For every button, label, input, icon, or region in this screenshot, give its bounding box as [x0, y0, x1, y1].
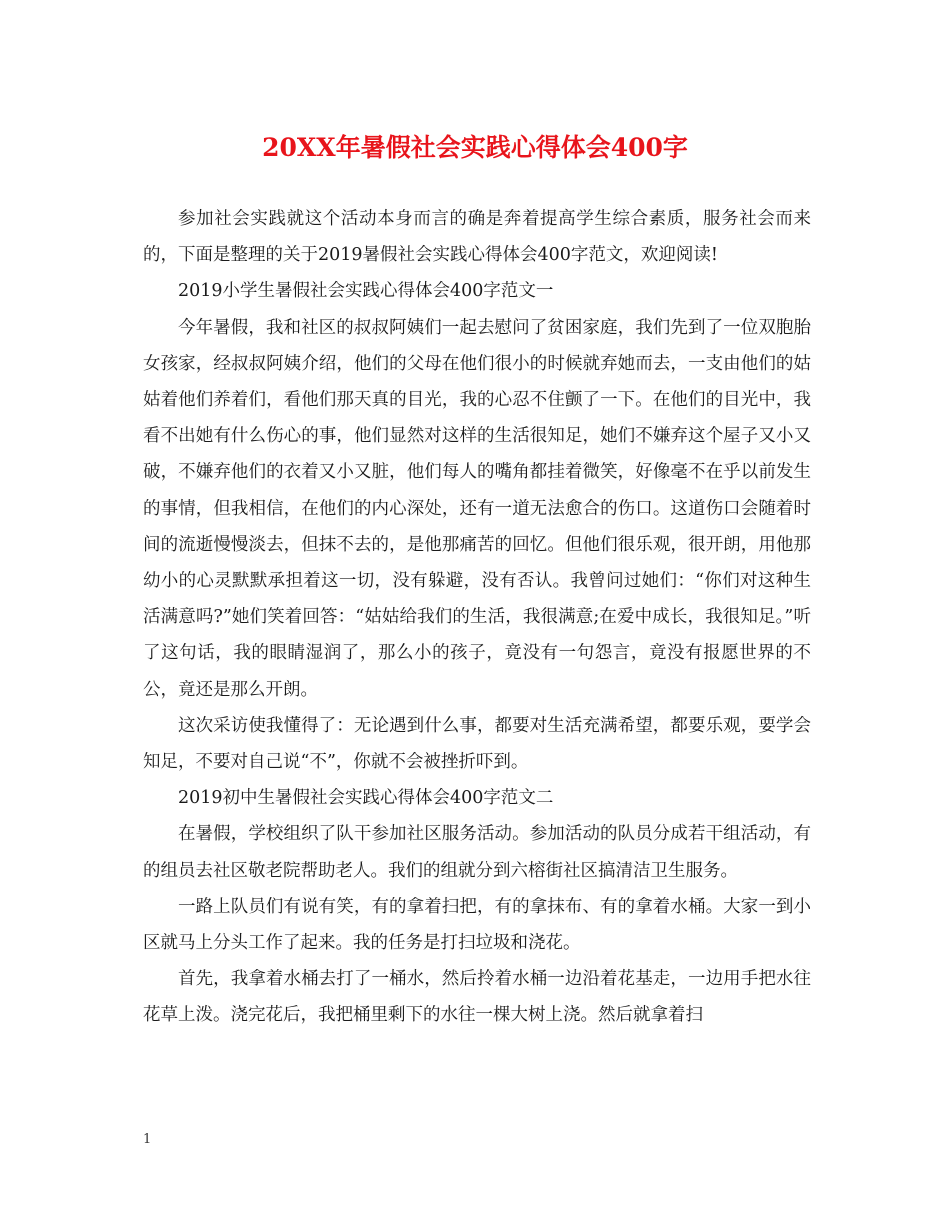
paragraph-essay-2-body: 一路上队员们有说有笑，有的拿着扫把，有的拿抹布、有的拿着水桶。大家一到小区就马上分头工作了起来。我的任务是打扫垃圾和浇花。 [143, 896, 811, 954]
paragraph-essay-2-continued: 首先，我拿着水桶去打了一桶水，然后拎着水桶一边沿着花基走，一边用手把水往花草上泼。浇完花后，我把桶里剩下的水往一棵大树上浇。然后就拿着扫 [143, 969, 811, 1026]
section-heading-2: 2019初中生暑假社会实践心得体会400字范文二 [178, 788, 554, 809]
document-title: 20XX年暑假社会实践心得体会400字 [262, 133, 688, 162]
paragraph-essay-2-intro: 在暑假，学校组织了队干参加社区服务活动。参加活动的队员分成若干组活动，有的组员去社区敬老院帮助老人。我们的组就分到六榕街社区搞清洁卫生服务。 [143, 824, 811, 881]
document-body [143, 201, 811, 1034]
section-heading-1: 2019小学生暑假社会实践心得体会400字范文一 [178, 281, 554, 302]
paragraph-essay-1-conclusion: 这次采访使我懂得了：无论遇到什么事，都要对生活充满希望，都要乐观，要学会知足，不要对自己说“不”，你就不会被挫折吓到。 [143, 715, 811, 773]
page-number: 1 [143, 1132, 152, 1147]
paragraph-essay-1: 今年暑假，我和社区的叔叔阿姨们一起去慰问了贫困家庭，我们先到了一位双胞胎女孩家，经叔叔阿姨介绍，他们的父母在他们很小的时候就弃她而去，一支由他们的姑姑着他们养着们，看他们那天真的目光，我的心忍不住颤了一下。在他们的目光中，我看不出她有什么伤心的事，他们显然对这样的生活很知足，她们不嫌弃这个屋子又小又破，不嫌弃他们的衣着又小又脏，他们每人的嘴角都挂着微笑，好像毫不在乎以前发生的事情，但我相信，在他们的内心深处，还有一道无法愈合的伤口。这道伤口会随着时间的流逝慢慢淡去，但抹不去的，是他那痛苦的回忆。但他们很乐观，很开朗，用他那幼小的心灵默默承担着这一切，没有躲避，没有否认。我曾问过她们：“你们对这种生活满意吗?”她们笑着回答：“姑姑给我们的生活，我很满意;在爱中成长，我很知足。”听了这句话，我的眼睛湿润了，那么小的孩子，竟没有一句怨言，竟没有报愿世界的不公，竟还是那么开朗。 [143, 317, 811, 700]
paragraph-intro: 参加社会实践就这个活动本身而言的确是奔着提高学生综合素质，服务社会而来的，下面是整理的关于2019暑假社会实践心得体会400字范文，欢迎阅读! [143, 209, 811, 266]
